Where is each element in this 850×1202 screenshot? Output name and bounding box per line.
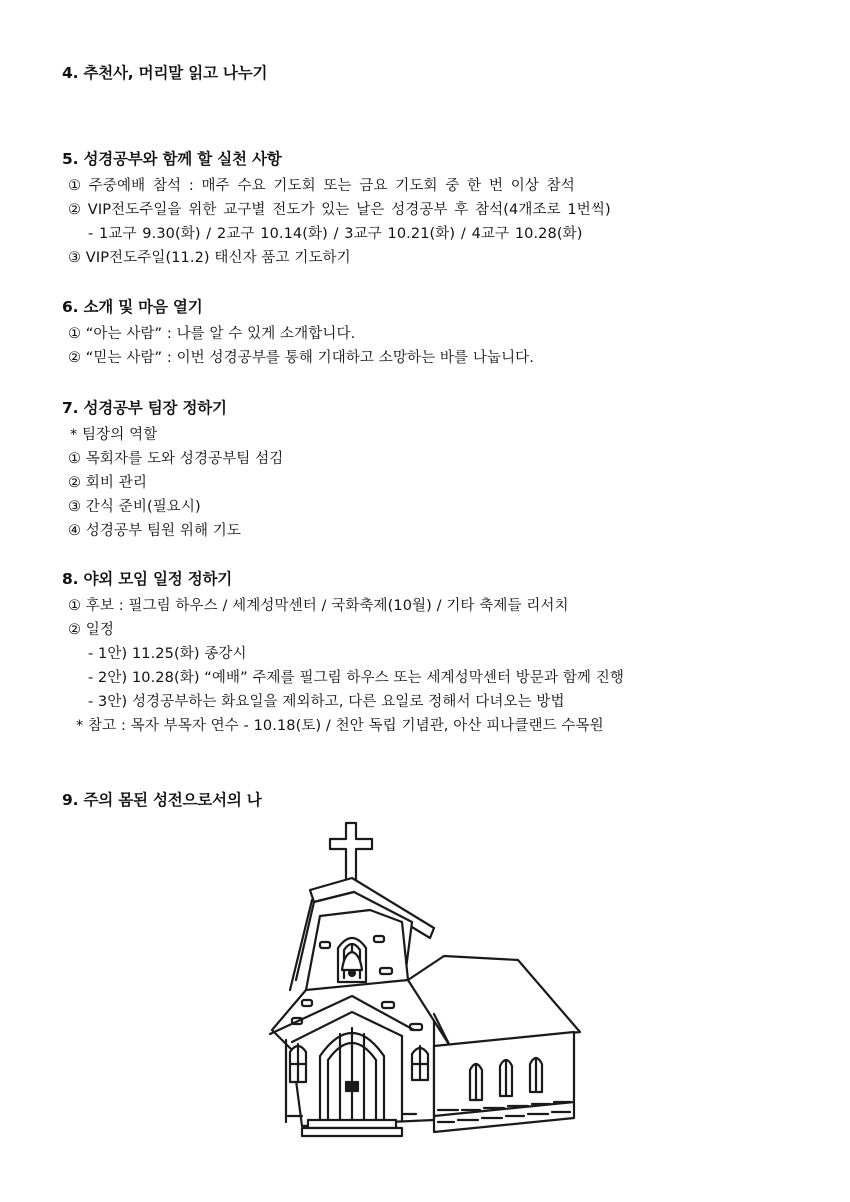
section-heading-4: 4. 추천사, 머리말 읽고 나누기 [62, 64, 268, 82]
leader-role-3: ③ 간식 준비(필요시) [68, 499, 201, 515]
leader-role-note: * 팀장의 역할 [70, 427, 158, 443]
section-heading-7: 7. 성경공부 팀장 정하기 [62, 399, 227, 417]
practice-item-2-schedule: - 1교구 9.30(화) / 2교구 10.14(화) / 3교구 10.21(화) / 4교구 10.28(화) [88, 226, 583, 242]
leader-role-2: ② 회비 관리 [68, 475, 147, 491]
church-illustration [262, 820, 592, 1150]
leader-role-1: ① 목회자를 도와 성경공부팀 섬김 [68, 451, 284, 467]
practice-item-3: ③ VIP전도주일(11.2) 태신자 품고 기도하기 [68, 250, 351, 266]
outing-reference-note: * 참고 : 목자 부목자 연수 - 10.18(토) / 천안 독립 기념관, 아산 피나클랜드 수목원 [76, 718, 604, 734]
practice-item-2: ② VIP전도주일을 위한 교구별 전도가 있는 날은 성경공부 후 참석(4개조로 1번씩) [68, 202, 611, 218]
outing-candidates: ① 후보 : 필그림 하우스 / 세계성막센터 / 국화축제(10월) / 기타 축제들 리서치 [68, 598, 569, 614]
outing-schedule-label: ② 일정 [68, 622, 115, 638]
practice-item-1: ① 주중예배 참석 : 매주 수요 기도회 또는 금요 기도회 중 한 번 이상 참석 [68, 178, 575, 194]
intro-item-2: ② “믿는 사람” : 이번 성경공부를 통해 기대하고 소망하는 바를 나눕니다. [68, 350, 534, 366]
outing-option-3: - 3안) 성경공부하는 화요일을 제외하고, 다른 요일로 정해서 다녀오는 방법 [88, 694, 565, 710]
outing-option-2: - 2안) 10.28(화) “예배” 주제를 필그림 하우스 또는 세계성막센터 방문과 함께 진행 [88, 670, 624, 686]
section-heading-8: 8. 야외 모임 일정 정하기 [62, 570, 233, 588]
outing-option-1: - 1안) 11.25(화) 종강시 [88, 646, 247, 662]
intro-item-1: ① “아는 사람” : 나를 알 수 있게 소개합니다. [68, 326, 356, 342]
section-heading-5: 5. 성경공부와 함께 할 실천 사항 [62, 150, 282, 168]
section-heading-6: 6. 소개 및 마음 열기 [62, 298, 203, 316]
section-heading-9: 9. 주의 몸된 성전으로서의 나 [62, 791, 262, 809]
leader-role-4: ④ 성경공부 팀원 위해 기도 [68, 523, 242, 539]
